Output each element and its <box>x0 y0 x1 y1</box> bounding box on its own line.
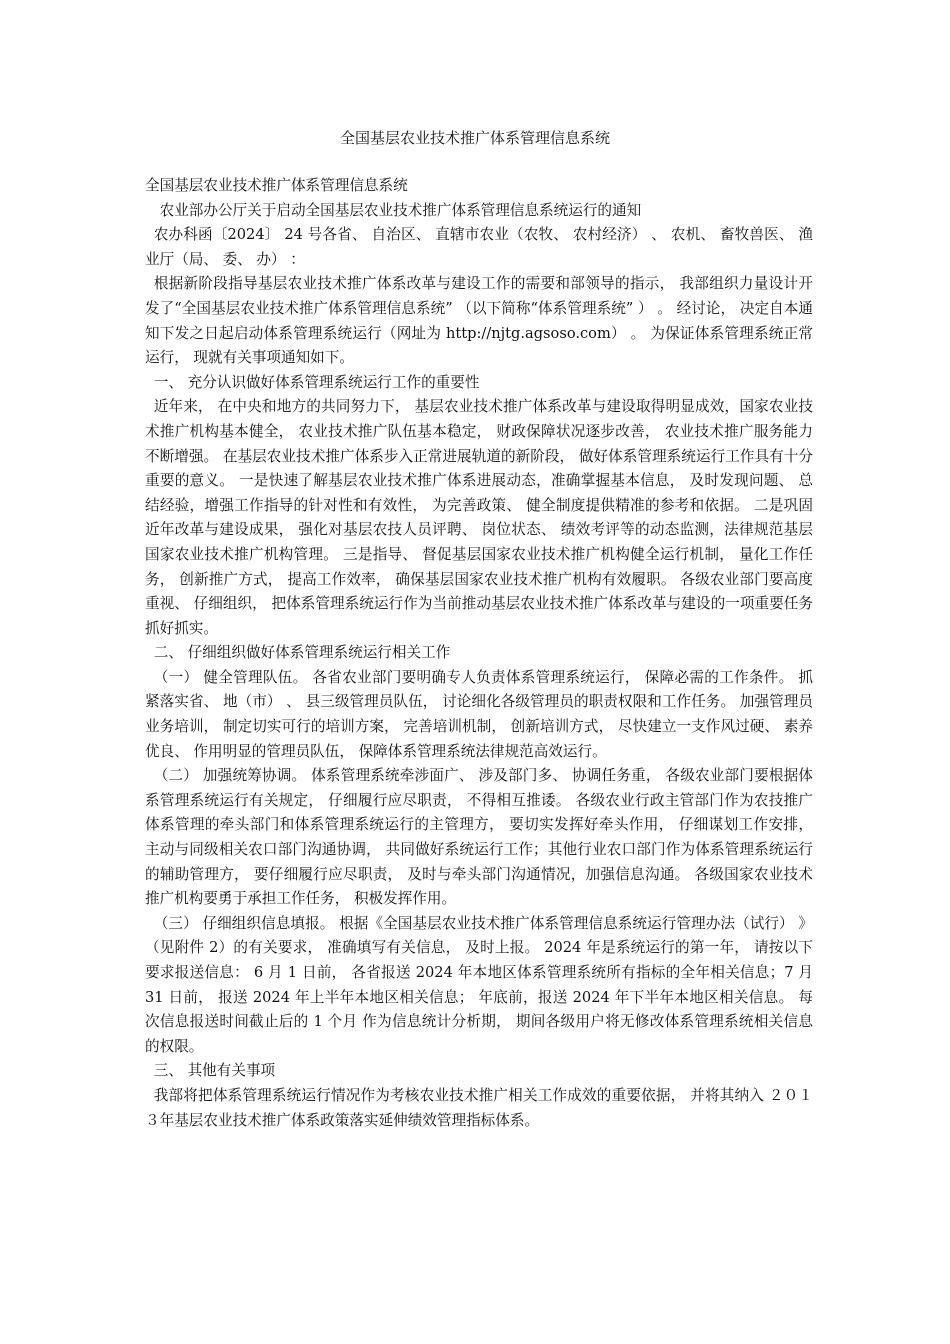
document-body <box>145 174 813 1133</box>
paragraph: 我部将把体系管理系统运行情况作为考核农业技术推广相关工作成效的重要依据， 并将其纳入 ２０１３年基层农业技术推广体系政策落实延伸绩效管理指标体系。 <box>145 1086 813 1129</box>
paragraph: （二） 加强统筹协调。 体系管理系统牵涉面广、 涉及部门多、 协调任务重， 各级农业部门要根据体系管理系统运行有关规定， 仔细履行应尽职责， 不得相互推诿。 各级农业行政主管部门作为农技推广体系管理的牵头部门和体系管理系统运行的主管理方， 要切实发挥好牵头作用， 仔细谋划工作安排， 主动与同级相关农口部门沟通协调， 共同做好系统运行工作；其他行业农口部门作为体系管理系统运行的辅助管理方， 要仔细履行应尽职责， 及时与牵头部门沟通情况，加强信息沟通。 各级国家农业技术推广机构要勇于承担工作任务， 积极发挥作用。 <box>145 767 813 908</box>
paragraph: 三、 其他有关事项 <box>153 1062 276 1080</box>
paragraph: 近年来， 在中央和地方的共同努力下， 基层农业技术推广体系改革与建设取得明显成效，国家农业技术推广机构基本健全， 农业技术推广队伍基本稳定， 财政保障状况逐步改善， 农业技术推广服务能力不断增强。 在基层农业技术推广体系步入正常进展轨道的新阶段， 做好体系管理系统运行工作具有十分重要的意义。 一是快速了解基层农业技术推广体系进展动态，准确掌握基本信息， 及时发现问题、 总结经验，增强工作指导的针对性和有效性， 为完善政策、 健全制度提供精准的参考和依据。 二是巩固近年改革与建设成果， 强化对基层农技人员评聘、 岗位状态、 绩效考评等的动态监测，法律规范基层国家农业技术推广机构管理。 三是指导、 督促基层国家农业技术推广机构健全运行机制， 量化工作任务， 创新推广方式， 提高工作效率， 确保基层国家农业技术推广机构有效履职。 各级农业部门要高度重视、 仔细组织， 把体系管理系统运行作为当前推动基层农业技术推广体系改革与建设的一项重要任务抓好抓实。 <box>145 398 813 637</box>
paragraph: 一、 充分认识做好体系管理系统运行工作的重要性 <box>153 373 480 391</box>
document-title: 全国基层农业技术推广体系管理信息系统 <box>339 129 610 147</box>
paragraph: 全国基层农业技术推广体系管理信息系统 <box>145 177 408 194</box>
paragraph: 根据新阶段指导基层农业技术推广体系改革与建设工作的需要和部领导的指示， 我部组织力量设计开发了“全国基层农业技术推广体系管理信息系统” （以下简称“体系管理系统” ） 。 经讨论， 决定自本通知下发之日起启动体系管理系统运行（网址为 http://njtg.agsoso.com） 。 为保证体系管理系统正常运行， 现就有关事项通知如下。 <box>145 275 813 367</box>
paragraph: 二、 仔细组织做好体系管理系统运行相关工作 <box>153 644 451 662</box>
paragraph: （三） 仔细组织信息填报。 根据《全国基层农业技术推广体系管理信息系统运行管理办法（试行） 》 （见附件 2）的有关要求， 准确填写有关信息， 及时上报。 2024 年是系统运行的第一年， 请按以下要求报送信息： 6 月 1 日前， 各省报送 2024 年本地区体系管理系统所有指标的全年相关信息；7 月 31 日前， 报送 2024 年上半年本地区相关信息； 年底前，报送 2024 年下半年本地区相关信息。 每次信息报送时间截止后的 1 个月 作为信息统计分析期， 期间各级用户将无修改体系管理系统相关信息的权限。 <box>145 914 813 1055</box>
paragraph: （一） 健全管理队伍。 各省农业部门要明确专人负责体系管理系统运行， 保障必需的工作条件。 抓紧落实省、 地（市） 、 县三级管理员队伍， 讨论细化各级管理员的职责权限和工作任务。 加强管理员业务培训， 制定切实可行的培训方案， 完善培训机制， 创新培训方式， 尽快建立一支作风过硬、 素养优良、 作用明显的管理员队伍， 保障体系管理系统法律规范高效运行。 <box>145 668 813 760</box>
paragraph: 农业部办公厅关于启动全国基层农业技术推广体系管理信息系统运行的通知 <box>159 201 642 219</box>
paragraph: 农办科函〔2024〕 24 号各省、 自治区、 直辖市农业（农牧、 农村经济） 、 农机、 畜牧兽医、 渔业厅（局、 委、 办） ： <box>145 226 813 268</box>
